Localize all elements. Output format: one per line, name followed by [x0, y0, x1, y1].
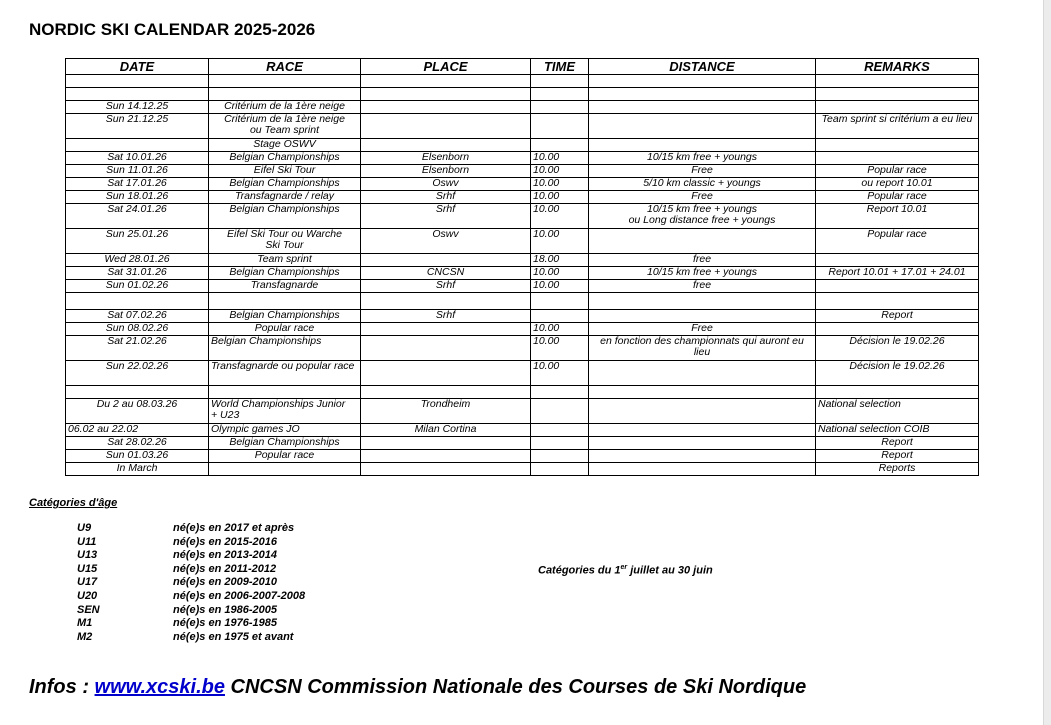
table-row: [66, 88, 979, 101]
table-row: [66, 437, 979, 450]
cell-distance: free: [589, 280, 816, 293]
cell-remarks: Popular race: [816, 229, 979, 254]
cell-place: [361, 323, 531, 336]
cell-place: [361, 254, 531, 267]
cell-distance: [589, 114, 816, 139]
category-desc: né(e)s en 1986-2005: [173, 603, 277, 616]
cell-distance: [589, 463, 816, 476]
cell-date: Sat 24.01.26: [66, 204, 209, 229]
cell-time: 10.00: [531, 178, 589, 191]
category-row: [73, 631, 305, 645]
cell-date: Sat 21.02.26: [66, 336, 209, 361]
calendar-table: [65, 58, 979, 476]
cell-race: [209, 88, 361, 101]
cell-time: [531, 399, 589, 424]
cell-distance: [589, 361, 816, 386]
cell-remarks: Décision le 19.02.26: [816, 361, 979, 386]
cell-time: [531, 101, 589, 114]
cell-race: Belgian Championships: [209, 336, 361, 361]
category-desc: né(e)s en 2011-2012: [173, 562, 277, 575]
cell-time: 10.00: [531, 204, 589, 229]
table-row: [66, 114, 979, 139]
cell-place: [361, 293, 531, 310]
cell-time: 10.00: [531, 152, 589, 165]
cell-date: Sun 18.01.26: [66, 191, 209, 204]
cell-time: [531, 310, 589, 323]
cell-remarks: National selection COIB: [816, 424, 979, 437]
cell-race: Olympic games JO: [209, 424, 361, 437]
cell-date: Sat 31.01.26: [66, 267, 209, 280]
table-row: [66, 75, 979, 88]
categories-note-suffix: juillet au 30 juin: [627, 564, 713, 577]
table-row: [66, 139, 979, 152]
cell-time: [531, 293, 589, 310]
cell-remarks: [816, 152, 979, 165]
category-desc: né(e)s en 2006-2007-2008: [173, 589, 306, 602]
table-row: [66, 101, 979, 114]
cell-distance: [589, 75, 816, 88]
header-place: PLACE: [361, 59, 531, 75]
categories-title: Catégories d'âge: [29, 497, 118, 509]
cell-date: Sat 07.02.26: [66, 310, 209, 323]
cell-distance: [589, 293, 816, 310]
cell-time: 10.00: [531, 280, 589, 293]
cell-distance: 10/15 km free + youngs: [589, 152, 816, 165]
cell-place: [361, 114, 531, 139]
category-desc: né(e)s en 2017 et après: [173, 522, 295, 534]
category-code: M2: [77, 630, 93, 643]
vertical-scrollbar[interactable]: [1043, 0, 1051, 725]
cell-place: Srhf: [361, 191, 531, 204]
table-row: [66, 450, 979, 463]
cell-place: [361, 75, 531, 88]
cell-date: Sun 01.02.26: [66, 280, 209, 293]
cell-place: [361, 139, 531, 152]
cell-remarks: [816, 280, 979, 293]
cell-distance: free: [589, 254, 816, 267]
cell-distance: 10/15 km free + youngs: [589, 267, 816, 280]
category-row: [73, 549, 305, 563]
table-row: [66, 229, 979, 254]
cell-date: [66, 88, 209, 101]
cell-race: [209, 293, 361, 310]
table-row: [66, 310, 979, 323]
cell-race: Stage OSWV: [209, 139, 361, 152]
category-code: U13: [77, 549, 98, 562]
cell-race: Belgian Championships: [209, 204, 361, 229]
category-code: U9: [77, 522, 92, 534]
category-code: U17: [77, 576, 98, 589]
cell-place: Elsenborn: [361, 165, 531, 178]
cell-place: Trondheim: [361, 399, 531, 424]
cell-place: [361, 88, 531, 101]
cell-race: Popular race: [209, 323, 361, 336]
cell-race: Transfagnarde / relay: [209, 191, 361, 204]
cell-place: [361, 386, 531, 399]
category-desc: né(e)s en 2015-2016: [173, 535, 277, 548]
cell-remarks: Reports: [816, 463, 979, 476]
table-row: [66, 336, 979, 361]
table-row: [66, 280, 979, 293]
categories-note-prefix: Catégories du 1: [538, 564, 621, 577]
page-title: NORDIC SKI CALENDAR 2025-2026: [29, 20, 316, 39]
cell-place: [361, 463, 531, 476]
cell-time: [531, 114, 589, 139]
category-row: [73, 536, 305, 550]
category-desc: né(e)s en 2013-2014: [173, 549, 277, 562]
category-desc: né(e)s en 2009-2010: [173, 576, 277, 589]
cell-race: Transfagnarde: [209, 280, 361, 293]
category-code: M1: [77, 617, 93, 630]
cell-distance: Free: [589, 323, 816, 336]
cell-date: Sat 28.02.26: [66, 437, 209, 450]
cell-date: Sun 21.12.25: [66, 114, 209, 139]
cell-remarks: [816, 323, 979, 336]
cell-date: Sun 11.01.26: [66, 165, 209, 178]
footer-prefix: Infos :: [29, 676, 95, 698]
table-row: [66, 254, 979, 267]
table-row: [66, 293, 979, 310]
cell-distance: [589, 424, 816, 437]
cell-date: Sun 14.12.25: [66, 101, 209, 114]
cell-time: 10.00: [531, 229, 589, 254]
cell-time: 10.00: [531, 336, 589, 361]
category-row: [73, 563, 305, 577]
table-row: [66, 178, 979, 191]
cell-remarks: Report: [816, 310, 979, 323]
categories-list: [73, 522, 305, 644]
table-row: [66, 424, 979, 437]
table-row: [66, 386, 979, 399]
cell-place: [361, 361, 531, 386]
cell-distance: 10/15 km free + youngs ou Long distance free + youngs: [589, 204, 816, 229]
cell-race: World Championships Junior + U23: [209, 399, 361, 424]
cell-remarks: Popular race: [816, 165, 979, 178]
cell-race: [209, 463, 361, 476]
category-code: U15: [77, 562, 98, 575]
cell-distance: [589, 139, 816, 152]
cell-race: Popular race: [209, 450, 361, 463]
cell-remarks: [816, 293, 979, 310]
cell-race: Eifel Ski Tour ou Warche Ski Tour: [209, 229, 361, 254]
category-code: U20: [77, 589, 98, 602]
category-row: [73, 522, 305, 536]
cell-distance: en fonction des championnats qui auront eu lieu: [589, 336, 816, 361]
cell-time: [531, 463, 589, 476]
cell-time: 18.00: [531, 254, 589, 267]
footer-suffix: CNCSN Commission Nationale des Courses de Ski Nordique: [224, 676, 807, 698]
cell-race: Critérium de la 1ère neige ou Team sprint: [209, 114, 361, 139]
table-row: [66, 399, 979, 424]
category-desc: né(e)s en 1975 et avant: [173, 630, 294, 643]
cell-race: Belgian Championships: [209, 437, 361, 450]
header-race: RACE: [209, 59, 361, 75]
category-code: U11: [77, 535, 97, 548]
cell-date: Sun 08.02.26: [66, 323, 209, 336]
category-row: [73, 590, 305, 604]
cell-race: [209, 75, 361, 88]
cell-time: 10.00: [531, 165, 589, 178]
cell-place: [361, 437, 531, 450]
cell-race: Critérium de la 1ère neige: [209, 101, 361, 114]
cell-distance: [589, 399, 816, 424]
table-header-row: [66, 59, 979, 75]
cell-place: Srhf: [361, 204, 531, 229]
footer-infos: [29, 676, 806, 699]
table-row: [66, 267, 979, 280]
cell-place: [361, 101, 531, 114]
category-row: [73, 617, 305, 631]
xcski-link[interactable]: www.xcski.be: [94, 676, 225, 698]
cell-date: [66, 75, 209, 88]
cell-distance: [589, 310, 816, 323]
cell-place: CNCSN: [361, 267, 531, 280]
cell-remarks: Report 10.01 + 17.01 + 24.01: [816, 267, 979, 280]
cell-remarks: Popular race: [816, 191, 979, 204]
cell-time: [531, 75, 589, 88]
cell-race: Belgian Championships: [209, 310, 361, 323]
cell-date: Du 2 au 08.03.26: [66, 399, 209, 424]
cell-time: [531, 386, 589, 399]
cell-remarks: [816, 88, 979, 101]
cell-remarks: Report 10.01: [816, 204, 979, 229]
cell-time: 10.00: [531, 267, 589, 280]
categories-note-sup: er: [620, 564, 628, 571]
cell-time: 10.00: [531, 323, 589, 336]
table-row: [66, 152, 979, 165]
cell-time: [531, 88, 589, 101]
category-code: SEN: [77, 603, 100, 616]
cell-place: Srhf: [361, 280, 531, 293]
cell-time: [531, 139, 589, 152]
cell-distance: [589, 229, 816, 254]
cell-distance: [589, 437, 816, 450]
cell-remarks: [816, 386, 979, 399]
cell-time: 10.00: [531, 191, 589, 204]
categories-note: [538, 564, 713, 577]
table-row: [66, 204, 979, 229]
cell-distance: 5/10 km classic + youngs: [589, 178, 816, 191]
cell-date: In March: [66, 463, 209, 476]
cell-place: Oswv: [361, 178, 531, 191]
cell-time: [531, 437, 589, 450]
cell-place: Srhf: [361, 310, 531, 323]
cell-remarks: Report: [816, 450, 979, 463]
category-desc: né(e)s en 1976-1985: [173, 617, 277, 630]
cell-remarks: [816, 101, 979, 114]
cell-date: Sun 01.03.26: [66, 450, 209, 463]
category-row: [73, 604, 305, 618]
cell-place: Oswv: [361, 229, 531, 254]
cell-remarks: ou report 10.01: [816, 178, 979, 191]
cell-race: Belgian Championships: [209, 178, 361, 191]
cell-place: [361, 336, 531, 361]
table-row: [66, 361, 979, 386]
cell-date: [66, 386, 209, 399]
cell-time: [531, 450, 589, 463]
cell-date: Sat 17.01.26: [66, 178, 209, 191]
table-row: [66, 463, 979, 476]
category-row: [73, 576, 305, 590]
cell-remarks: [816, 75, 979, 88]
cell-remarks: National selection: [816, 399, 979, 424]
cell-race: Eifel Ski Tour: [209, 165, 361, 178]
cell-place: Milan Cortina: [361, 424, 531, 437]
cell-race: Belgian Championships: [209, 267, 361, 280]
cell-time: [531, 424, 589, 437]
cell-date: Wed 28.01.26: [66, 254, 209, 267]
cell-race: [209, 386, 361, 399]
header-date: DATE: [66, 59, 209, 75]
header-time: TIME: [531, 59, 589, 75]
cell-date: [66, 139, 209, 152]
cell-distance: Free: [589, 165, 816, 178]
cell-place: [361, 450, 531, 463]
cell-place: Elsenborn: [361, 152, 531, 165]
cell-remarks: Décision le 19.02.26: [816, 336, 979, 361]
cell-distance: [589, 101, 816, 114]
table-row: [66, 165, 979, 178]
cell-date: Sun 22.02.26: [66, 361, 209, 386]
cell-remarks: [816, 139, 979, 152]
cell-race: Team sprint: [209, 254, 361, 267]
cell-date: Sun 25.01.26: [66, 229, 209, 254]
cell-date: Sat 10.01.26: [66, 152, 209, 165]
cell-remarks: Team sprint si critérium a eu lieu: [816, 114, 979, 139]
cell-distance: Free: [589, 191, 816, 204]
header-distance: DISTANCE: [589, 59, 816, 75]
cell-distance: [589, 386, 816, 399]
cell-race: Transfagnarde ou popular race: [209, 361, 361, 386]
cell-time: 10.00: [531, 361, 589, 386]
header-remarks: REMARKS: [816, 59, 979, 75]
cell-date: [66, 293, 209, 310]
cell-distance: [589, 88, 816, 101]
cell-race: Belgian Championships: [209, 152, 361, 165]
cell-date: 06.02 au 22.02: [66, 424, 209, 437]
cell-remarks: Report: [816, 437, 979, 450]
table-row: [66, 191, 979, 204]
cell-remarks: [816, 254, 979, 267]
table-row: [66, 323, 979, 336]
cell-distance: [589, 450, 816, 463]
